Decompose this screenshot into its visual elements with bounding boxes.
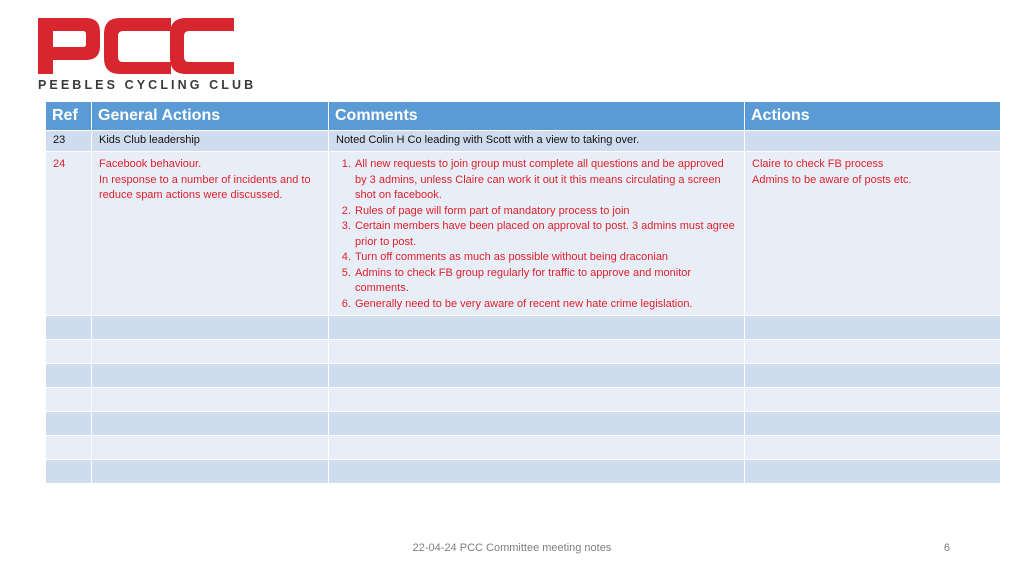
empty-row: [46, 436, 1001, 460]
action-item: Admins to be aware of posts etc.: [752, 173, 912, 186]
cell-ref: 23: [46, 131, 92, 152]
header-comments: Comments: [329, 102, 745, 131]
list-item: 2. Rules of page will form part of mandatory process to join: [354, 204, 737, 220]
general-action-detail: In response to a number of incidents and to reduce spam actions were discussed.: [99, 173, 311, 201]
cell-general-actions: [92, 152, 329, 316]
empty-row: [46, 388, 1001, 412]
table-row: [46, 152, 1001, 316]
empty-row: [46, 340, 1001, 364]
footer-text: 22-04-24 PCC Committee meeting notes: [412, 542, 612, 554]
cell-ref: 24: [46, 152, 92, 316]
cell-comments: Noted Colin H Co leading with Scott with a view to taking over.: [329, 131, 745, 152]
list-item: 1. All new requests to join group must complete all questions and be approved by 3 admins, unless Claire can work it out it this means circulating a screen shot on facebook.: [354, 157, 737, 204]
page-number: 6: [943, 542, 950, 554]
header-general-actions: General Actions: [92, 102, 329, 131]
cell-general-actions: Kids Club leadership: [92, 131, 329, 152]
action-item: Claire to check FB process: [752, 158, 884, 170]
header-actions: Actions: [745, 102, 1001, 131]
empty-row: [46, 412, 1001, 436]
list-item: 5. Admins to check FB group regularly for traffic to approve and monitor comments.: [354, 266, 737, 297]
table-header-row: [46, 102, 1001, 131]
comments-list: [336, 157, 737, 312]
empty-row: [46, 364, 1001, 388]
empty-row: [46, 460, 1001, 484]
club-tagline: PEEBLES CYCLING CLUB: [38, 78, 257, 92]
cell-comments: [329, 152, 745, 316]
empty-row: [46, 316, 1001, 340]
table-row: [46, 131, 1001, 152]
cell-actions: [745, 131, 1001, 152]
header-ref: Ref: [46, 102, 92, 131]
list-item: 4. Turn off comments as much as possible without being draconian: [354, 250, 737, 266]
actions-table: [45, 101, 1001, 484]
cell-actions: [745, 152, 1001, 316]
list-item: 3. Certain members have been placed on approval to post. 3 admins must agree prior to post.: [354, 219, 737, 250]
list-item: 6. Generally need to be very aware of recent new hate crime legislation.: [354, 297, 737, 313]
general-action-title: Facebook behaviour.: [99, 158, 202, 170]
